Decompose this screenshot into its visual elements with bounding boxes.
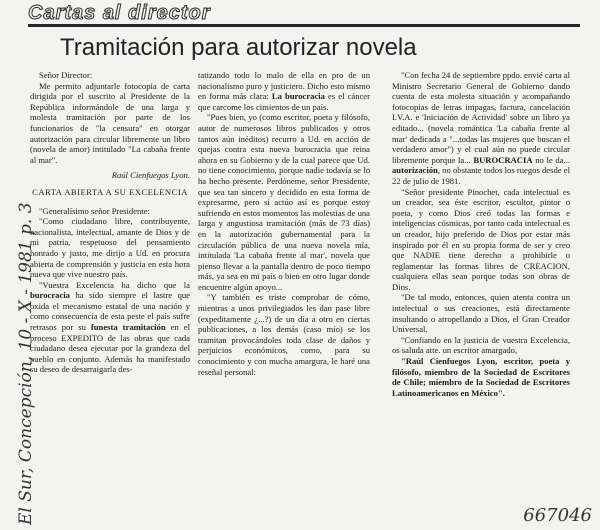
text-run: no le da... [532, 154, 570, 165]
text-run: "Vuestra Excelencia ha dicho que la [39, 279, 190, 290]
handwritten-source-note: El Sur, Concepción, 10 - X - 1981 p. 3 [16, 202, 36, 525]
text-run: ha sido siempre el lastre que oxida el mecanismo estatal de una nación y como consecuencia de esta peste el país sufre retrasos por su [30, 290, 190, 333]
text-run: tatizando todo lo malo de ella en pro de un nacionalismo puro y justiciero. Dicho esto mismo en forma más clara: [198, 70, 370, 102]
paragraph [392, 70, 570, 187]
column-2 [198, 70, 370, 377]
bold-text: burocracia [30, 290, 70, 301]
bold-text: autorización [392, 165, 438, 176]
paragraph: Me permito adjuntarle fotocopia de carta dirigida por el suscrito al Presidente de la República informándole de una larga y molesta tramitación por parte de los funcionarios de "la censura" en otorgar autorización para circular libremente un libro (novela de amor) intitulado "La cabaña frente al mar". [30, 80, 190, 165]
paragraph: "Señor presidente Pinochet, cada intelectual es un creador, sea éste escritor, escultor, pintor o poeta, y como Dios creó todas las formas e inteligencias cósmicas, por tanto cada intelectual es un creador, hijo preferido de Dios por estar más inspirado por él en su propia forma de ser y creo que NADIE tiene derecho a prohibirle o reglamentar las formas libres de CREACION, cualquiera ellas sean porque todas son obras de Dios. [392, 186, 570, 292]
paragraph: "Como ciudadano libre, contribuyente, nacionalista, intelectual, amante de Dios y de mi patria, respetuoso del pensamiento honrado y justo, me dirijo a Ud. en procura abierta de comprensión y justicia en esta hora nueva que vive nuestro país. [30, 216, 190, 280]
text-run: es el cáncer que carcome los cimientos de un país. [198, 91, 370, 112]
handwritten-archive-number: 667046 [523, 505, 592, 526]
column-3 [392, 70, 570, 398]
text-run: "Con fecha 24 de septiembre ppdo. envié carta al Ministro Secretario General de Gobierno dando cuenta de esta molesta situación y acompañando fotocopias de letras impagas, factura, cancelación I.V.A. e 'Iniciación de Actividad' sobre un libro ya editado... (novela romántica 'La cabaña frente al mar' dedicada a "...todas las mujeres que buscan el verdadero amor") y el cual aún no puede circular libremente porque la... [392, 70, 570, 165]
salutation: Señor Director: [39, 70, 93, 80]
bold-text: funesta tramitación [90, 322, 166, 333]
bold-text: BUROCRACIA [473, 154, 533, 165]
text-run: , no obstante todos los ruegos desde el 22 de julio de 1981. [392, 165, 570, 186]
paragraph: "De tal modo, entonces, quien atenta contra un intelectual o sus creaciones, está directamente insultando o atropellando a Dios, el Gran Creador Universal. [392, 292, 570, 335]
section-header: Cartas al director [28, 2, 211, 24]
paragraph [198, 70, 370, 112]
signature: Raúl Cienfuegos Lyon. [111, 170, 190, 181]
bold-text: La burocracia [271, 91, 325, 102]
paragraph: "Y también es triste comprobar de cómo, mientras a unos privilegiados les dan pase libre (expeditamente ¿...?) de un día a otro en ciertas publicaciones, a los demás (caso mío) se los tramitan provocándoles toda clase de daños y perjuicios económicos, como, para su conocimiento y con mucha amargura, le haré una reseñal personal: [198, 292, 370, 377]
subheadline: CARTA ABIERTA A SU EXCELENCIA [32, 186, 188, 197]
column-1 [30, 70, 190, 375]
text-run: en el proceso EXPEDITO de las obras que cada ciudadano desea ejecutar por la grandeza del pueblo en conjunto. Además ha manifestado su deseo de desarraigarla des- [30, 322, 190, 375]
paragraph: "Pues bien, yo (como escritor, poeta y filósofo, autor de numerosos libros publicados y otros tantos aún inéditos) recurro a Ud. en acción de quejas contra esta nueva burocracia que reina ahora en su Gobierno y de la cual parece que Ud. no tiene conocimiento, porque nadie todavía se lo ha hecho presente. Perdóneme, señor Presidente, que sea tan sincero y decidido en esta forma de expresarme, pero si actúo así es porque estoy sufriendo en estos momentos las molestias de una larga y angustiosa tramitación (más de 73 días) en la autorización gubernamental para la circulación pública de una nueva novela mía, intitulada 'La cabaña frente al mar', novela que pienso llevar a la pantalla dentro de poco tiempo más, ya sea en mi país o bien en otro lugar donde encuentre algún apoyo... [198, 112, 370, 292]
paragraph: "Generalísimo señor Presidente: [39, 205, 150, 216]
header-rule [28, 24, 580, 27]
closing-signature: "Raúl Cienfuegos Lyon, escritor, poeta y filósofo, miembro de la Sociedad de Escritores de Chile; miembro de la Sociedad de Escritores Latinoamericanos en México". [392, 356, 570, 398]
article-title: Tramitación para autorizar novela [60, 34, 417, 61]
paragraph: "Confiando en la justicia de vuestra Excelencia, os saluda atte. un escritor amargado, [392, 334, 570, 356]
paragraph [30, 280, 190, 375]
